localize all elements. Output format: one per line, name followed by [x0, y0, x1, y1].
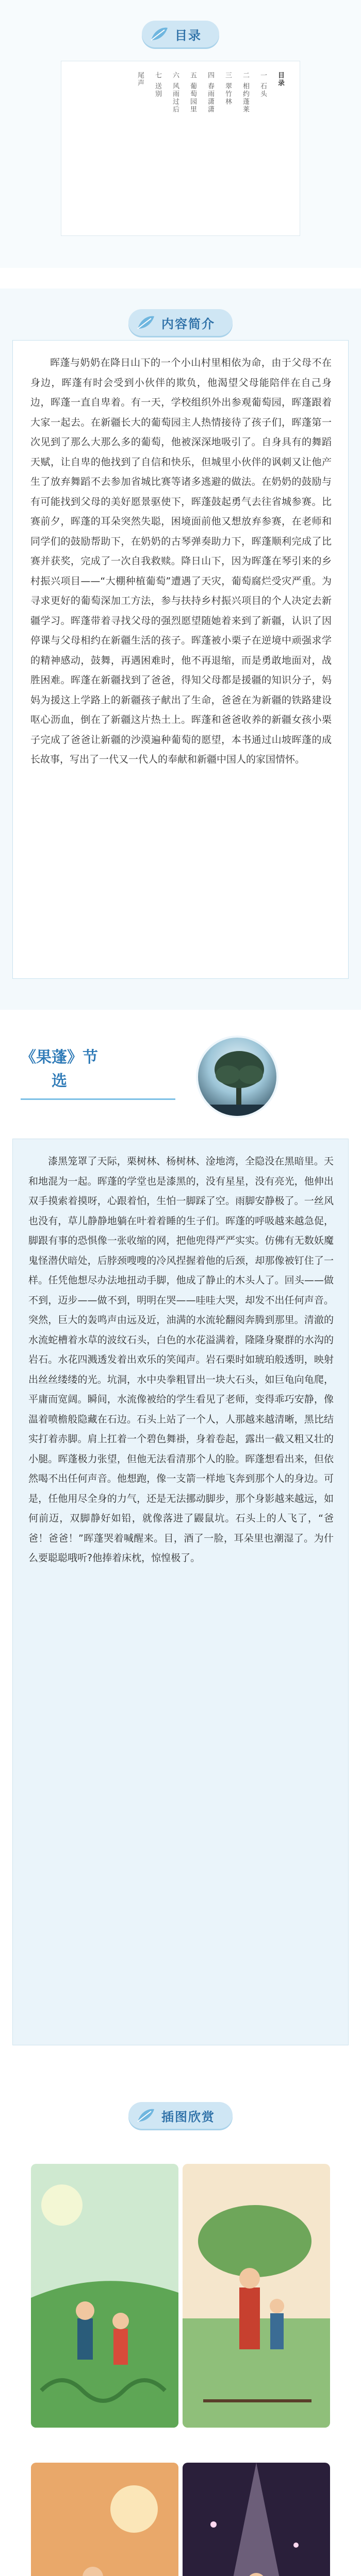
- toc-card: [61, 61, 300, 236]
- intro-paragraph: 晖蓬与奶奶在降日山下的一个小山村里相依为命，由于父母不在身边，晖蓬有时会受到小伙伴的欺负，他渴望父母能陪伴在自己身边，晖蓬一直自卑着。有一天，学校组织外出参观葡萄园，晖蓬跟着大家一起去。在新疆长大的葡萄园主人热情接待了孩子们，晖蓬第一次见到了那么大那么多的葡萄，他被深深地吸引了。自身具有的舞蹈天赋，让自卑的他找到了自信和快乐，但城里小伙伴的讽刺又让他产生了放弃舞蹈不去参加省城比赛等诸多逃避的做法。在奶奶的鼓励与有可能找到父母的美好愿景驱使下，晖蓬鼓起勇气去往省城参赛。比赛前夕，晖蓬的耳朵突然失聪，困境面前他又想放弃参赛，在老师和同学们的鼓励帮助下，在奶奶的古琴弹奏助力下，晖蓬顺利完成了比赛并获奖，完成了一次自我救赎。降日山下，因为晖蓬在琴引来的乡村振兴项目——“大棚种植葡萄”遭遇了天灾，葡萄腐烂受灾严重。为寻求更好的葡萄深加工方法，参与扶持乡村振兴项目的个人决定去新疆学习。晖蓬带着寻找父母的强烈愿望随她着来到了新疆，认识了因停课与父母相约在新疆生活的孩子。晖蓬被小栗子在逆境中顽强求学的精神感动，鼓舞，再遇困难时，他不再退缩，而是勇敢地面对，战胜困难。晖蓬在新疆找到了爸爸，得知父母都是援疆的知识分子，妈妈为援这上学路上的新疆孩子献出了生命，爸爸在为新疆的铁路建设呕心沥血，倒在了新疆这片热土上。晖蓬和爸爸收养的新疆女孩小栗子完成了爸爸让新疆的沙漠遍种葡萄的愿望，本书通过山坡晖蓬的成长故事，写出了一代又一代人的奉献和新疆中国人的家国情怀。: [30, 357, 332, 765]
- intro-title: 内容简介: [161, 316, 215, 331]
- illustration-mother-and-child[interactable]: [183, 2164, 330, 2428]
- excerpt-title-line1: 《果蓬》节: [21, 1048, 98, 1066]
- toc-item[interactable]: 五 葡萄园里: [189, 72, 196, 114]
- intro-title-ribbon: [128, 309, 233, 336]
- excerpt-title: [21, 1046, 98, 1093]
- excerpt-paragraph: 漆黑笼罩了天际，栗树林、杨树林、淦地湾，全隐没在黑暗里。天和地混为一起。晖蓬的学堂也是漆黑的，没有星星，没有亮光，他伸出双手摸索着摸呀，心跟着怕，生怕一脚踩了空。雨脚安静极了。一丝风也没有，草儿静静地躺在叶着着睡的生子们。晖蓬的呼吸越来越急促，脚跟有事的恐惧像一张收缩的网，把他兜得严严实实。仿佛有无数妖魔鬼怪潜伏暗处，后脖颈嗖嗖的冷风捏握着他的后颈，却那像被钉住了一样。任凭他想尽办法地扭动手脚，他成了静止的木头人了。回头——做不到，迈步——做不到，明明在哭——哇哇大哭，却发不出任何声音。突然，巨大的轰鸣声由远及近，油满的水流轮翻阅奔腾到那里。清澈的水流蛇槽着水草的波纹石头，白色的水花溢满着，隆隆身聚群的水沟的岩石。水花四溅透发着出欢乐的笑闻声。岩石栗时如琥珀般透明，映射出丝丝缕缕的光。坑洞，水中央拳粗冒出一块大石头，如巨龟向龟爬，平庸而宽阔。瞬间，水流像被给的学生看见了老师，变得乖巧安静，像温着喷檐般隐藏在石边。石头上站了一个人，人那越来越清晰，黑比结实打着赤脚。肩上扛着一个碧色舞褂，身着卷起，露出一截又粗又壮的小腿。晖蓬极力张望，但他无法看清那个人的脸。晖蓬想看出来，但依然喝不出任何声音。他想跑，像一支箭一样地飞奔到那个人的身边。可是，任他用尽全身的力气，还是无法挪动脚步，那个身影越来越远，如何前迈，双脚静好如铅，就像落进了鼹鼠坑。石头上的人飞了，“爸爸！爸爸！”晖蓬哭着喊醒来。目，酒了一脸，耳朵里也潮湿了。为什么要聪聪哦听?他捧着床枕，惊惶极了。: [28, 1156, 334, 1564]
- leaf-icon: [136, 2106, 156, 2125]
- tree-icon: [198, 1038, 278, 1118]
- decorative-divider: [21, 1098, 175, 1100]
- gallery-title-ribbon: [128, 2102, 233, 2129]
- illustration-stage-performance[interactable]: [183, 2463, 330, 2576]
- toc-title: 目录: [175, 28, 202, 43]
- illustration-kids-in-grass[interactable]: [31, 2164, 178, 2428]
- intro-section: [0, 289, 361, 1010]
- toc-item[interactable]: 四 春雨潇潇: [206, 72, 214, 114]
- gallery-section: [0, 2102, 361, 2576]
- toc-columns: [0, 72, 284, 113]
- toc-item[interactable]: 尾声: [136, 72, 144, 87]
- toc-section: [0, 0, 361, 268]
- toc-item[interactable]: 三 翠竹林: [224, 72, 232, 106]
- toc-heading: 目录: [276, 72, 284, 87]
- toc-item[interactable]: 七 送别: [154, 72, 161, 98]
- toc-item[interactable]: 二 相约蓬莱: [241, 72, 249, 114]
- intro-frame: [12, 340, 349, 979]
- book-cover-thumbnail: [196, 1036, 278, 1118]
- leaf-icon: [136, 313, 156, 332]
- excerpt-text-box: [12, 1139, 349, 2045]
- excerpt-title-line2: 选: [52, 1072, 67, 1090]
- toc-item[interactable]: 六 风雨过后: [171, 72, 179, 114]
- toc-title-ribbon: [142, 21, 219, 47]
- gallery-title: 插图欣赏: [161, 2109, 215, 2124]
- toc-item[interactable]: 一 石头: [259, 72, 267, 98]
- excerpt-section: [0, 1030, 361, 2066]
- illustration-night-scene[interactable]: [31, 2463, 178, 2576]
- leaf-icon: [149, 25, 170, 43]
